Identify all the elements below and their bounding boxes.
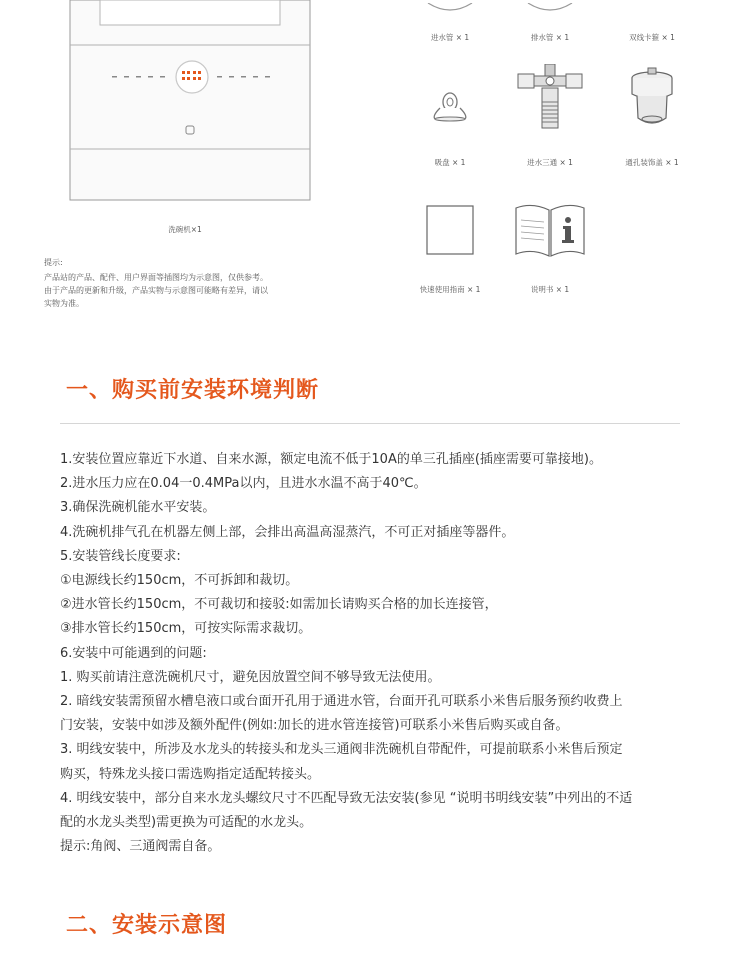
accessory-label: 进水三通 × 1 — [527, 158, 573, 167]
body-line: 门安装，安装中如涉及额外配件(例如:加长的进水管连接管)可联系小米售后购买或自备。 — [60, 718, 569, 734]
accessory-label: 通孔装饰盖 × 1 — [625, 158, 679, 167]
dishwasher-icon — [55, 0, 325, 215]
body-line: 5.安装管线长度要求: — [60, 548, 181, 564]
quick-guide-icon — [410, 204, 490, 260]
section-title: 二、安装示意图 — [66, 913, 228, 938]
through-hole-cover-icon — [612, 64, 692, 134]
inlet-tee-valve-icon — [510, 64, 590, 134]
accessory-item — [410, 204, 490, 294]
body-line: 3.确保洗碗机能水平安装。 — [60, 500, 216, 516]
suction-cup-icon — [410, 64, 490, 134]
accessory-label: 进水管 × 1 — [430, 33, 470, 42]
inlet-hose-icon — [410, 3, 490, 15]
notice-line: 产品站的产品、配件、用户界面等插图均为示意图，仅供参考。 — [44, 273, 268, 282]
accessory-label: 吸盘 × 1 — [434, 158, 466, 167]
body-line: ②进水管长约150cm，不可裁切和接驳:如需加长请购买合格的加长连接管， — [60, 597, 498, 613]
double-wire-clamp-icon — [612, 3, 692, 15]
accessory-item — [612, 0, 692, 40]
accessory-item — [510, 64, 590, 167]
dishwasher-illustration — [55, 0, 325, 215]
body-line: 配的水龙头类型)需更换为可适配的水龙头。 — [60, 815, 313, 831]
accessory-item — [410, 0, 490, 40]
body-line: ③排水管长约150cm，可按实际需求裁切。 — [60, 621, 312, 637]
accessory-label: 排水管 × 1 — [530, 33, 570, 42]
body-line: 1. 购买前请注意洗碗机尺寸，避免因放置空间不够导致无法使用。 — [60, 669, 441, 685]
section-title: 一、购买前安装环境判断 — [66, 378, 320, 403]
body-line: 4. 明线安装中，部分自来水龙头螺纹尺寸不匹配导致无法安装(参见 “说明书明线安装”中列出的不适 — [60, 790, 633, 806]
body-line: 2.进水压力应在0.04一0.4MPa以内，且进水水温不高于40℃。 — [60, 476, 427, 492]
body-line: 提示:角阀、三通阀需自备。 — [60, 839, 221, 855]
body-line: 2. 暗线安装需预留水槽皂液口或台面开孔用于通进水管，台面开孔可联系小米售后服务预约收费上 — [60, 694, 623, 710]
notice-line: 实物为准。 — [44, 299, 84, 308]
product-caption: 洗碗机×1 — [168, 225, 202, 234]
body-line: 4.洗碗机排气孔在机器左侧上部，会排出高温高湿蒸汽，不可正对插座等器件。 — [60, 524, 515, 540]
notice-line: 由于产品的更新和升级，产品实物与示意图可能略有差异，请以 — [44, 286, 268, 295]
body-line: 3. 明线安装中，所涉及水龙头的转接头和龙头三通阀非洗碗机自带配件，可提前联系小米售后预定 — [60, 742, 623, 758]
body-line: ①电源线长约150cm，不可拆卸和裁切。 — [60, 573, 299, 589]
body-line: 6.安装中可能遇到的问题: — [60, 645, 207, 661]
accessory-item — [510, 204, 590, 294]
section-body — [60, 448, 700, 859]
accessory-item — [612, 64, 692, 167]
accessory-label: 双线卡箍 × 1 — [629, 33, 675, 42]
body-line: 购买，特殊龙头接口需选购指定适配转接头。 — [60, 766, 321, 782]
notice-title: 提示: — [44, 258, 63, 267]
accessory-item — [410, 64, 490, 167]
manual-book-icon — [510, 204, 590, 260]
section-divider — [60, 423, 680, 424]
notice-block — [44, 256, 268, 310]
accessory-label: 快速使用指南 × 1 — [419, 285, 481, 294]
body-line: 1.安装位置应靠近下水道、自来水源，额定电流不低于10A的单三孔插座(插座需要可靠接地)。 — [60, 452, 602, 467]
accessory-item — [510, 0, 590, 40]
drain-hose-icon — [510, 3, 590, 15]
accessory-label: 说明书 × 1 — [530, 285, 570, 294]
